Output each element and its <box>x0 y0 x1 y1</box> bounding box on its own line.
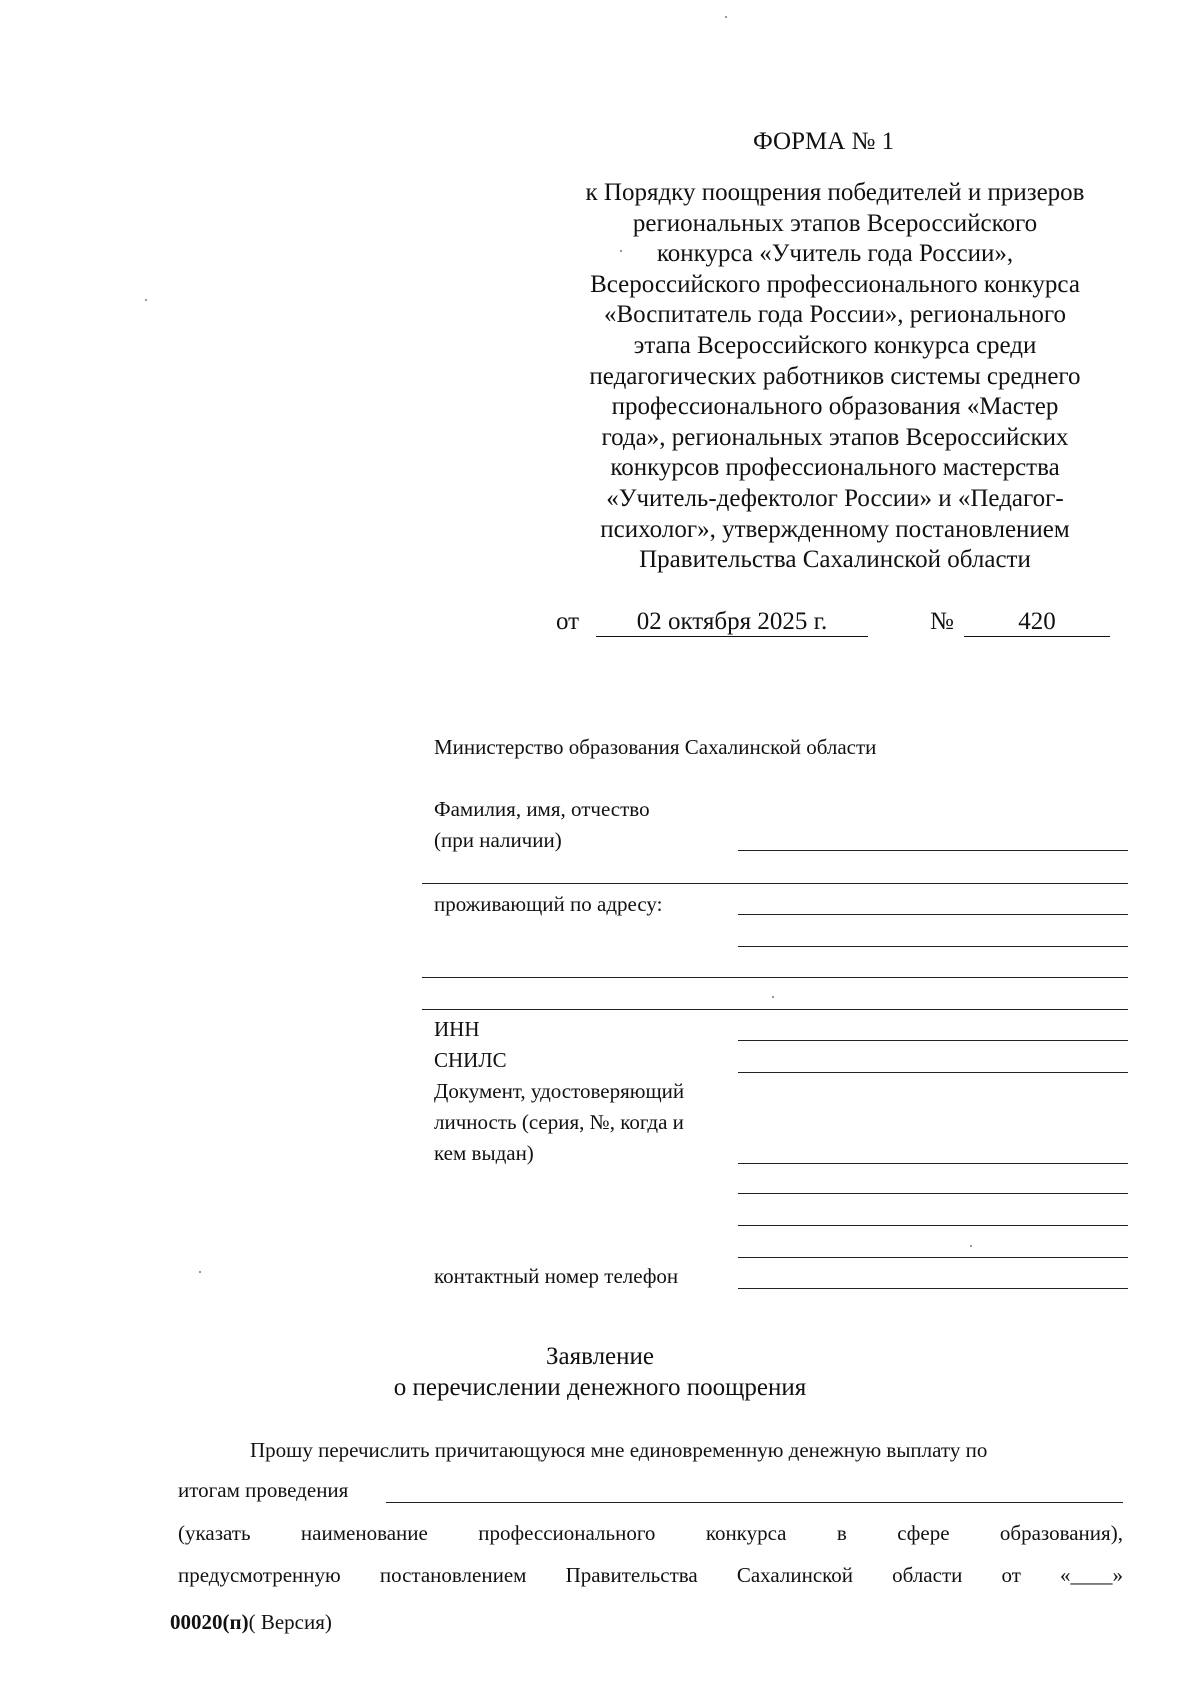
address-field-line[interactable] <box>738 914 1128 915</box>
statement-word: постановлением <box>379 1563 527 1587</box>
snils-label: СНИЛС <box>434 1048 507 1072</box>
preamble-line: «Воспитатель года России», регионального <box>603 301 1067 329</box>
inn-label: ИНН <box>434 1017 480 1041</box>
fio-field-line-2[interactable] <box>422 883 1128 884</box>
preamble-line: Правительства Сахалинской области <box>639 546 1031 574</box>
address-field-line-4[interactable] <box>422 1009 1128 1010</box>
preamble-line: к Порядку поощрения победителей и призеров <box>585 179 1085 206</box>
approval-date-row <box>556 608 1116 642</box>
approval-date: 02 октября 2025 г. <box>596 608 868 637</box>
preamble-line: года», региональных этапов Всероссийских <box>601 423 1069 451</box>
document-code-version: ( Версия) <box>248 1610 332 1634</box>
preamble-line: конкурсов профессионального мастерства <box>610 454 1060 482</box>
inn-field-line[interactable] <box>738 1040 1128 1041</box>
statement-word: Сахалинской <box>736 1563 854 1587</box>
document-code <box>170 1610 332 1635</box>
id-document-field-line-2[interactable] <box>738 1193 1128 1194</box>
preamble-line: конкурса «Учитель года России», <box>656 240 1014 268</box>
id-document-label: Документ, удостоверяющий <box>434 1079 685 1103</box>
preamble-line: этапа Всероссийского конкурса среди <box>633 331 1037 359</box>
scan-speck <box>772 996 774 998</box>
scan-speck <box>620 250 622 252</box>
address-label: проживающий по адресу: <box>434 892 663 916</box>
id-document-label-3: кем выдан) <box>434 1141 534 1165</box>
address-field-line-2[interactable] <box>738 946 1128 947</box>
preamble-line: психолог», утвержденному постановлением <box>600 515 1070 543</box>
fio-label: Фамилия, имя, отчество <box>434 797 650 821</box>
address-field-line-3[interactable] <box>422 977 1128 978</box>
statement-word: образования), <box>999 1521 1123 1545</box>
statement-line-2 <box>178 1478 1123 1508</box>
addressee: Министерство образования Сахалинской области <box>434 735 877 759</box>
id-document-label-2: личность (серия, №, когда и <box>434 1110 684 1134</box>
statement-heading: Заявление <box>545 1343 655 1370</box>
form-title: ФОРМА № 1 <box>753 128 895 155</box>
approval-number: 420 <box>964 608 1110 637</box>
date-prefix: от <box>556 608 580 635</box>
statement-word: «____» <box>1059 1563 1123 1587</box>
statement-word: от <box>1001 1563 1021 1587</box>
statement-word: в <box>836 1521 847 1545</box>
statement-word: (указать <box>178 1521 251 1545</box>
scan-speck <box>970 1245 972 1247</box>
preamble-line: педагогических работников системы среднего <box>589 362 1081 390</box>
scan-speck <box>145 299 147 301</box>
id-document-field-line-3[interactable] <box>738 1225 1128 1226</box>
phone-label: контактный номер телефон <box>434 1264 679 1288</box>
statement-word: наименование <box>300 1521 428 1545</box>
statement-subheading: о перечислении денежного поощрения <box>393 1374 807 1401</box>
statement-word: Правительства <box>565 1563 698 1587</box>
form-preamble <box>540 178 1130 576</box>
fio-field-line[interactable] <box>738 850 1128 851</box>
snils-field-line[interactable] <box>738 1072 1128 1073</box>
statement-word: области <box>892 1563 963 1587</box>
number-label: № <box>930 608 954 635</box>
statement-word: конкурса <box>705 1521 787 1545</box>
preamble-line: региональных этапов Всероссийского <box>632 209 1038 237</box>
fio-label-note: (при наличии) <box>434 828 562 852</box>
statement-line-1: Прошу перечислить причитающуюся мне единовременную денежную выплату по <box>250 1438 988 1462</box>
statement-line-4 <box>178 1563 1123 1588</box>
preamble-line: Всероссийского профессионального конкурса <box>590 270 1080 298</box>
scan-speck <box>725 16 727 18</box>
statement-word: профессионального <box>478 1521 656 1545</box>
id-document-field-line[interactable] <box>738 1163 1128 1164</box>
preamble-line: «Учитель-дефектолог России» и «Педагог- <box>606 484 1064 512</box>
scan-speck <box>199 1271 201 1273</box>
statement-word: сфере <box>897 1521 950 1545</box>
contest-name-field-line[interactable] <box>386 1502 1123 1503</box>
id-document-field-line-4[interactable] <box>738 1257 1128 1258</box>
statement-line-2-prefix: итогам проведения <box>178 1478 349 1502</box>
preamble-line: профессионального образования «Мастер <box>611 393 1059 421</box>
document-code-id: 00020(п) <box>170 1610 249 1634</box>
statement-word: предусмотренную <box>178 1563 341 1587</box>
phone-field-line[interactable] <box>738 1288 1128 1289</box>
statement-line-3 <box>178 1521 1123 1546</box>
